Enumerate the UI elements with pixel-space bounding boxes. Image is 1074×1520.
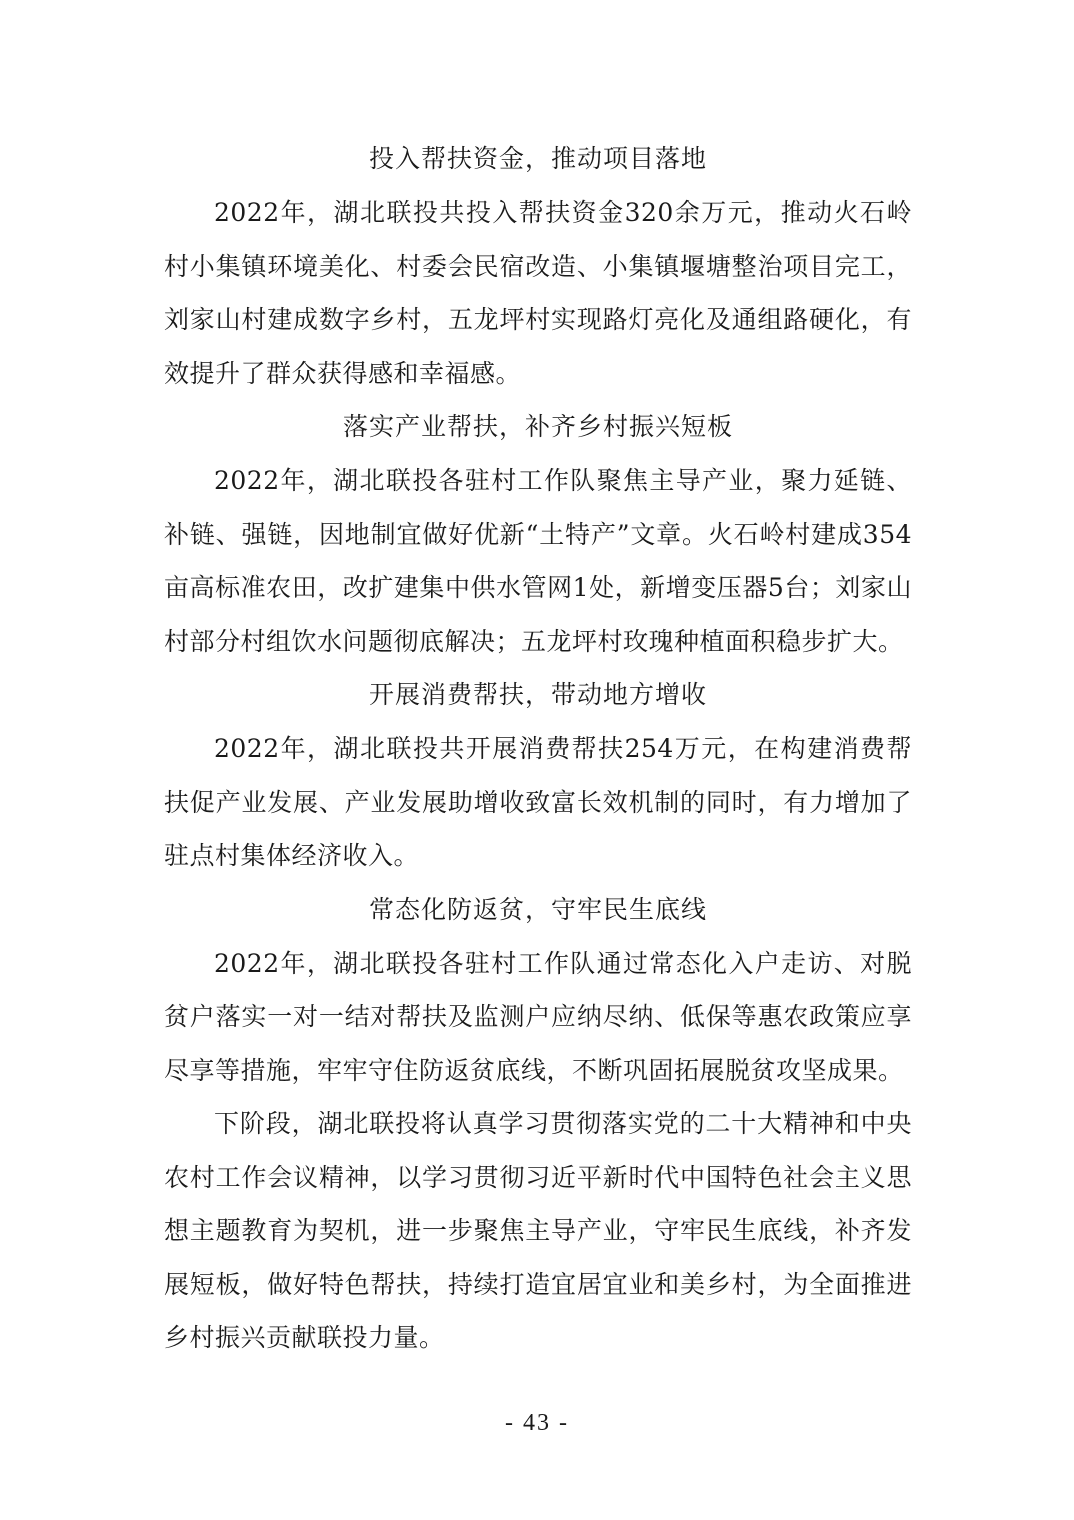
closing-paragraph: 下阶段，湖北联投将认真学习贯彻落实党的二十大精神和中央农村工作会议精神，以学习贯彻习近平新时代中国特色社会主义思想主题教育为契机，进一步聚焦主导产业，守牢民生底线，补齐发展短板，做好特色帮扶，持续打造宜居宜业和美乡村，为全面推进乡村振兴贡献联投力量。 [164,1109,912,1352]
page-content [164,132,912,1365]
section-paragraph-funding: 2022年，湖北联投共投入帮扶资金320余万元，推动火石岭村小集镇环境美化、村委会民宿改造、小集镇堰塘整治项目完工，刘家山村建成数字乡村，五龙坪村实现路灯亮化及通组路硬化，有效提升了群众获得感和幸福感。 [164,198,912,388]
section-heading-industry: 落实产业帮扶，补齐乡村振兴短板 [342,412,733,441]
section-paragraph-poverty-prevention: 2022年，湖北联投各驻村工作队通过常态化入户走访、对脱贫户落实一对一结对帮扶及监测户应纳尽纳、低保等惠农政策应享尽享等措施，牢牢守住防返贫底线，不断巩固拓展脱贫攻坚成果。 [164,948,912,1085]
section-paragraph-industry: 2022年，湖北联投各驻村工作队聚焦主导产业，聚力延链、补链、强链，因地制宜做好优新“土特产”文章。火石岭村建成354亩高标准农田，改扩建集中供水管网1处，新增变压器5台；刘家山村部分村组饮水问题彻底解决；五龙坪村玫瑰种植面积稳步扩大。 [164,466,912,656]
section-paragraph-consumption: 2022年，湖北联投共开展消费帮扶254万元，在构建消费帮扶促产业发展、产业发展助增收致富长效机制的同时，有力增加了驻点村集体经济收入。 [164,734,912,870]
section-heading-consumption: 开展消费帮扶，带动地方增收 [368,680,707,709]
section-heading-poverty-prevention: 常态化防返贫，守牢民生底线 [368,894,707,924]
section-heading-funding: 投入帮扶资金，推动项目落地 [368,144,707,173]
page-number: - 43 - [505,1410,569,1436]
